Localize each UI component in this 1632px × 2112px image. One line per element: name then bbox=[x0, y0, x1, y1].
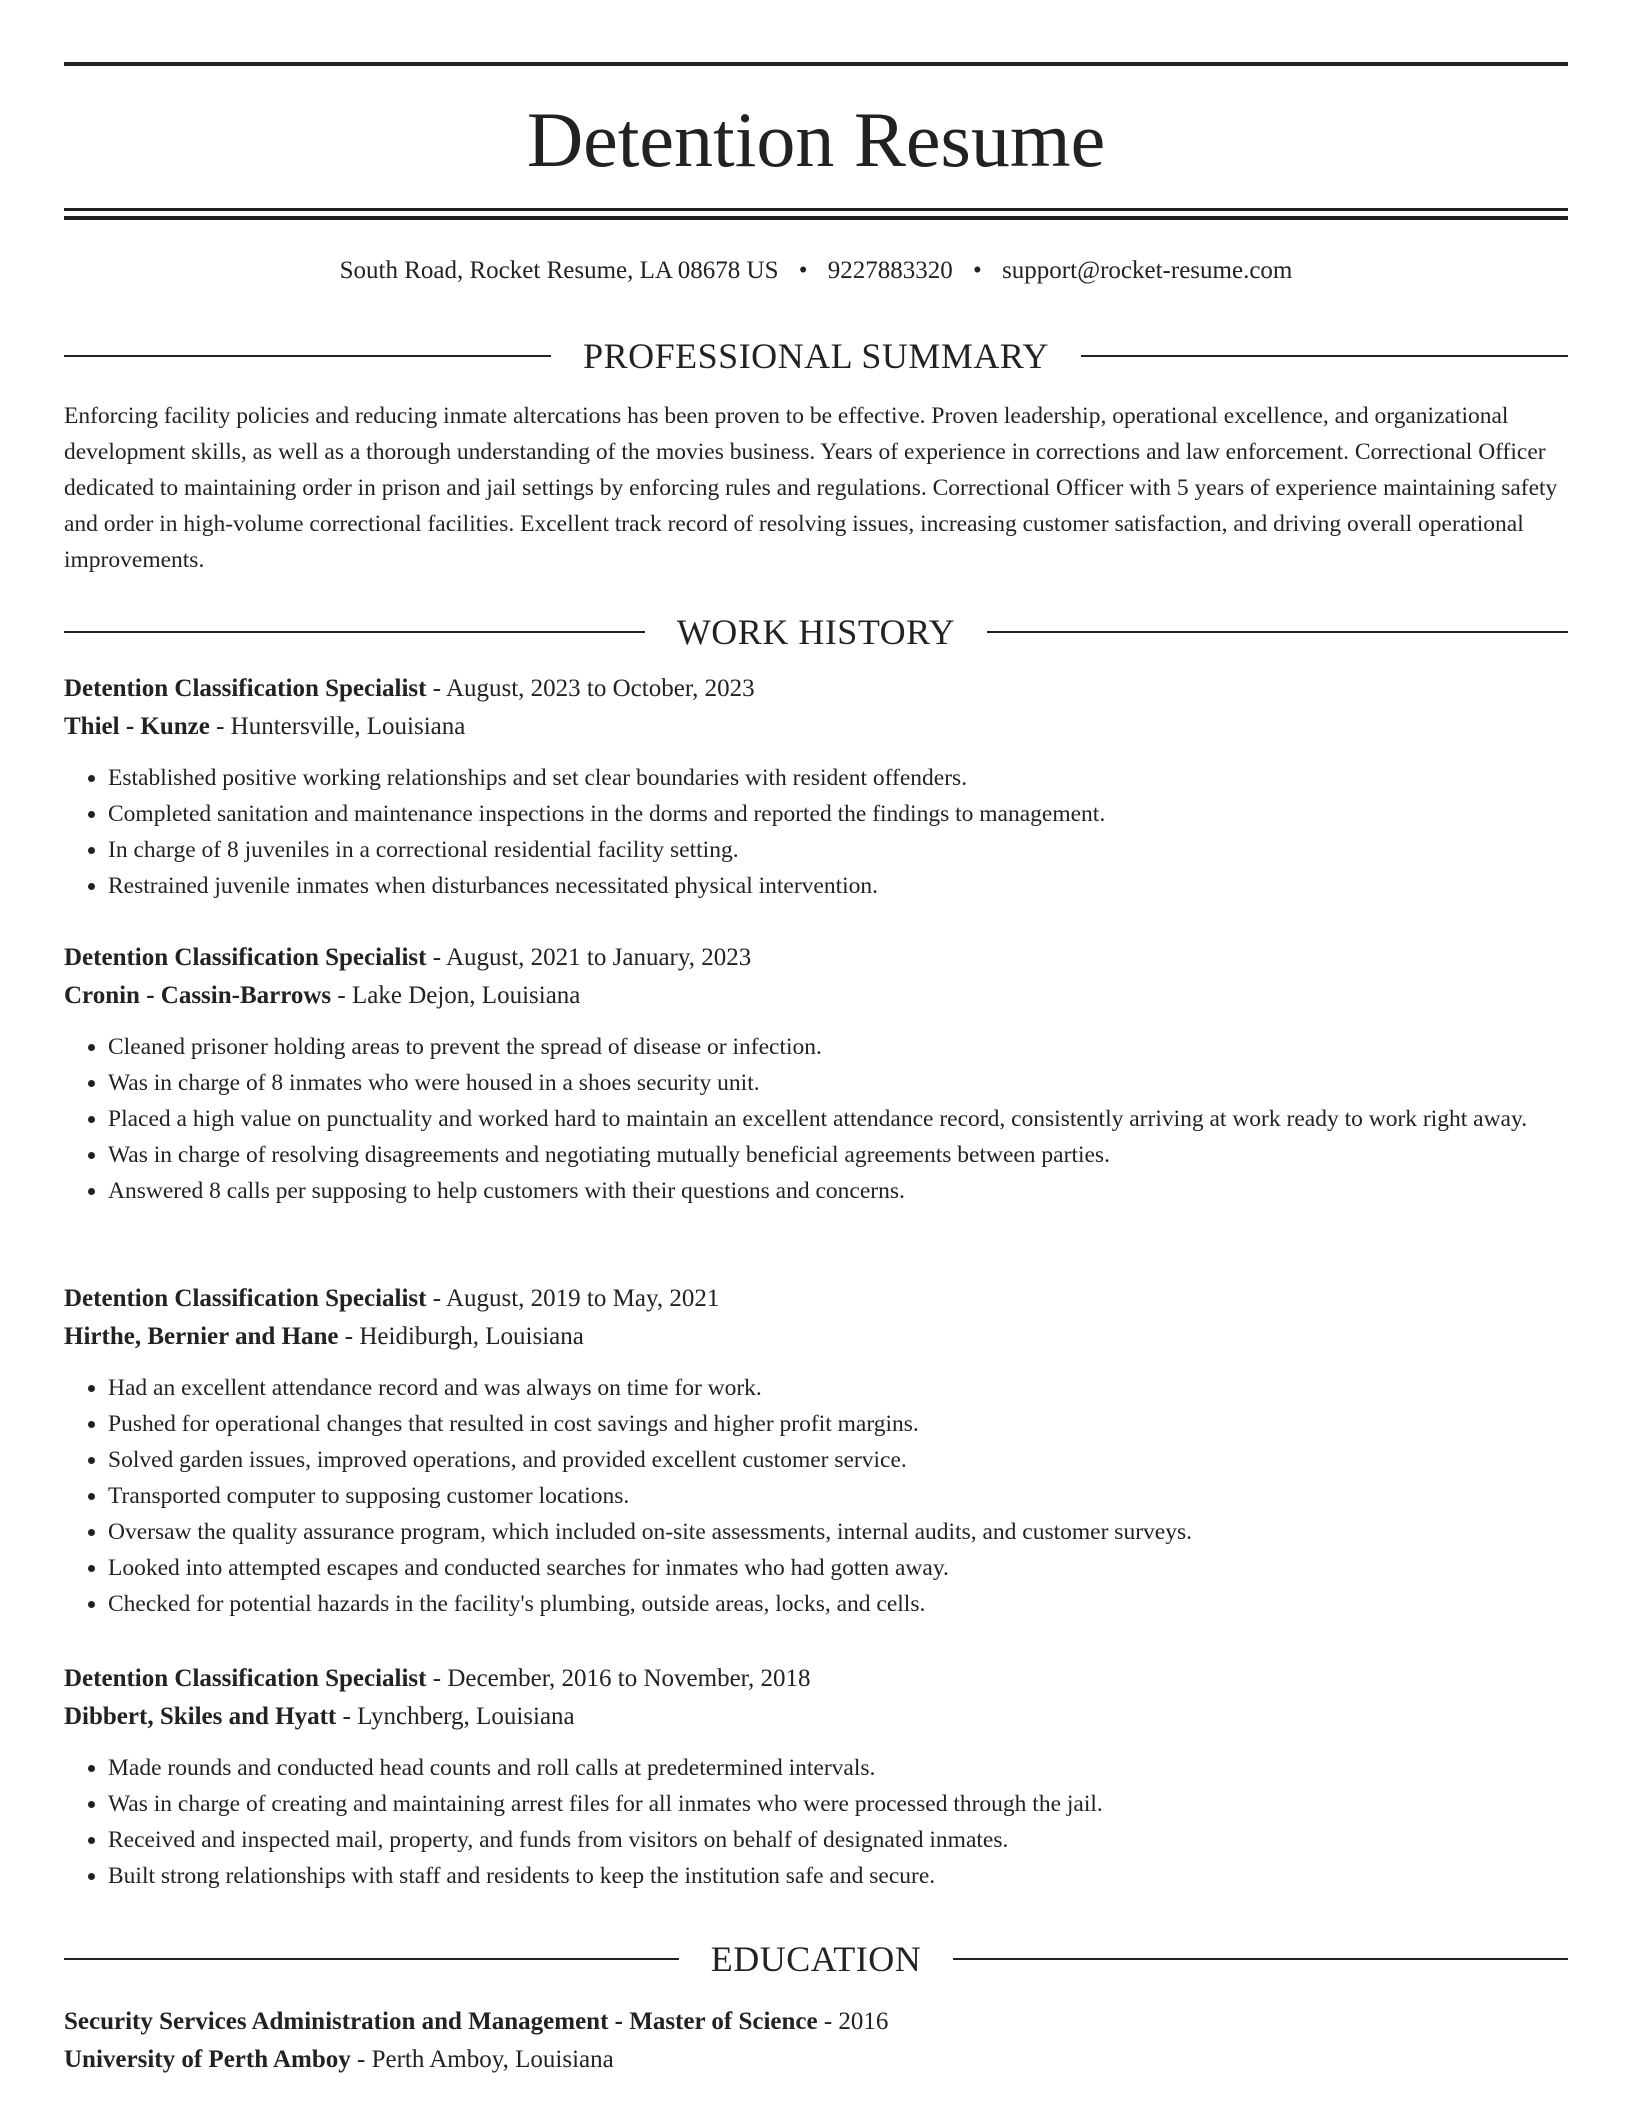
job-bullets bbox=[64, 1370, 1568, 1622]
job-bullets bbox=[64, 760, 1568, 904]
heading-rule-right bbox=[987, 631, 1568, 633]
job-title-line bbox=[64, 1280, 1568, 1318]
list-item: • Pushed for operational changes that resulted in cost savings and higher profit margins. bbox=[108, 1406, 1568, 1442]
double-rule-line-1 bbox=[64, 208, 1568, 211]
section-heading-education bbox=[64, 1937, 1568, 1981]
job-bullets bbox=[64, 1029, 1568, 1209]
list-item: • Was in charge of creating and maintaining arrest files for all inmates who were processed through the jail. bbox=[108, 1786, 1568, 1822]
list-item: • Received and inspected mail, property, and funds from visitors on behalf of designated inmates. bbox=[108, 1822, 1568, 1858]
list-item: • Checked for potential hazards in the facility's plumbing, outside areas, locks, and cells. bbox=[108, 1586, 1568, 1622]
job-company-line bbox=[64, 977, 1568, 1015]
job-company: Cronin - Cassin-Barrows bbox=[64, 982, 332, 1009]
job-dates: - August, 2021 to January, 2023 bbox=[426, 944, 752, 971]
education-degree: Security Services Administration and Management - Master of Science bbox=[64, 2008, 818, 2035]
job-title: Detention Classification Specialist bbox=[64, 944, 427, 971]
list-item: • Cleaned prisoner holding areas to prevent the spread of disease or infection. bbox=[108, 1029, 1568, 1065]
job-bullets bbox=[64, 1750, 1568, 1894]
job-company-line bbox=[64, 1318, 1568, 1356]
job-dates: - December, 2016 to November, 2018 bbox=[426, 1665, 811, 1692]
contact-line bbox=[64, 254, 1568, 288]
job-company: Thiel - Kunze bbox=[64, 713, 210, 740]
job-title-line bbox=[64, 670, 1568, 708]
job-company-line bbox=[64, 708, 1568, 746]
job-title-line bbox=[64, 939, 1568, 977]
page-title: Detention Resume bbox=[526, 96, 1106, 183]
section-title: PROFESSIONAL SUMMARY bbox=[583, 336, 1049, 376]
contact-address: South Road, Rocket Resume, LA 08678 US bbox=[339, 257, 779, 284]
contact-separator: • bbox=[798, 257, 808, 284]
section-title: WORK HISTORY bbox=[676, 612, 956, 652]
list-item: • Transported computer to supposing customer locations. bbox=[108, 1478, 1568, 1514]
top-rule bbox=[64, 62, 1568, 66]
education-degree-line bbox=[64, 2003, 1568, 2041]
heading-rule-left bbox=[64, 1958, 679, 1960]
job-dates: - August, 2023 to October, 2023 bbox=[426, 675, 755, 702]
list-item: • Established positive working relationships and set clear boundaries with resident offenders. bbox=[108, 760, 1568, 796]
section-heading-summary bbox=[64, 334, 1568, 378]
section-heading-work-history bbox=[64, 610, 1568, 654]
education-year: - 2016 bbox=[817, 2008, 889, 2035]
heading-rule-left bbox=[64, 631, 645, 633]
contact-email: support@rocket-resume.com bbox=[1002, 257, 1293, 284]
list-item: • Solved garden issues, improved operations, and provided excellent customer service. bbox=[108, 1442, 1568, 1478]
section-title: EDUCATION bbox=[710, 1939, 922, 1979]
list-item: • In charge of 8 juveniles in a correctional residential facility setting. bbox=[108, 832, 1568, 868]
job-dates: - August, 2019 to May, 2021 bbox=[426, 1285, 720, 1312]
list-item: • Answered 8 calls per supposing to help customers with their questions and concerns. bbox=[108, 1173, 1568, 1209]
job-location: - Heidiburgh, Louisiana bbox=[338, 1323, 584, 1350]
job-location: - Lynchberg, Louisiana bbox=[336, 1703, 575, 1730]
job-title: Detention Classification Specialist bbox=[64, 1665, 427, 1692]
job-entry bbox=[64, 670, 1568, 904]
job-company: Hirthe, Bernier and Hane bbox=[64, 1323, 339, 1350]
heading-rule-right bbox=[1081, 355, 1568, 357]
education-entry bbox=[64, 2003, 1568, 2079]
heading-rule-right bbox=[953, 1958, 1568, 1960]
job-title: Detention Classification Specialist bbox=[64, 675, 427, 702]
job-company-line bbox=[64, 1698, 1568, 1736]
job-entry bbox=[64, 1280, 1568, 1622]
heading-rule-left bbox=[64, 355, 551, 357]
list-item: • Looked into attempted escapes and conducted searches for inmates who had gotten away. bbox=[108, 1550, 1568, 1586]
list-item: • Made rounds and conducted head counts and roll calls at predetermined intervals. bbox=[108, 1750, 1568, 1786]
double-rule-line-2 bbox=[64, 216, 1568, 220]
list-item: • Oversaw the quality assurance program, which included on-site assessments, internal audits, and customer surveys. bbox=[108, 1514, 1568, 1550]
education-school: University of Perth Amboy bbox=[64, 2046, 351, 2073]
education-school-line bbox=[64, 2041, 1568, 2079]
job-title-line bbox=[64, 1660, 1568, 1698]
job-location: - Huntersville, Louisiana bbox=[209, 713, 466, 740]
list-item: • Restrained juvenile inmates when disturbances necessitated physical intervention. bbox=[108, 868, 1568, 904]
job-location: - Lake Dejon, Louisiana bbox=[331, 982, 581, 1009]
list-item: • Was in charge of 8 inmates who were housed in a shoes security unit. bbox=[108, 1065, 1568, 1101]
education-location: - Perth Amboy, Louisiana bbox=[350, 2046, 614, 2073]
contact-separator: • bbox=[973, 257, 982, 284]
summary-text: Enforcing facility policies and reducing inmate altercations has been proven to be effective. Proven leadership, operational excellence, and organizational development skills, as well as a thorough understanding of the movies business. Years of experience in corrections and law enforcement. Correctional Officer dedicated to maintaining order in prison and jail settings by enforcing rules and regulations. Correctional Officer with 5 years of experience maintaining safety and order in high-volume correctional facilities. Excellent track record of resolving issues, increasing customer satisfaction, and driving overall operational improvements. bbox=[64, 403, 1558, 573]
job-entry bbox=[64, 939, 1568, 1209]
job-title: Detention Classification Specialist bbox=[64, 1285, 427, 1312]
job-entry bbox=[64, 1660, 1568, 1894]
list-item: • Placed a high value on punctuality and worked hard to maintain an excellent attendance record, consistently arriving at work ready to work right away. bbox=[108, 1101, 1568, 1137]
job-company: Dibbert, Skiles and Hyatt bbox=[64, 1703, 337, 1730]
title-double-rule bbox=[64, 208, 1568, 220]
list-item: • Had an excellent attendance record and was always on time for work. bbox=[108, 1370, 1568, 1406]
list-item: • Built strong relationships with staff and residents to keep the institution safe and secure. bbox=[108, 1858, 1568, 1894]
contact-phone: 9227883320 bbox=[827, 257, 953, 284]
list-item: • Was in charge of resolving disagreements and negotiating mutually beneficial agreements between parties. bbox=[108, 1137, 1568, 1173]
list-item: • Completed sanitation and maintenance inspections in the dorms and reported the findings to management. bbox=[108, 796, 1568, 832]
